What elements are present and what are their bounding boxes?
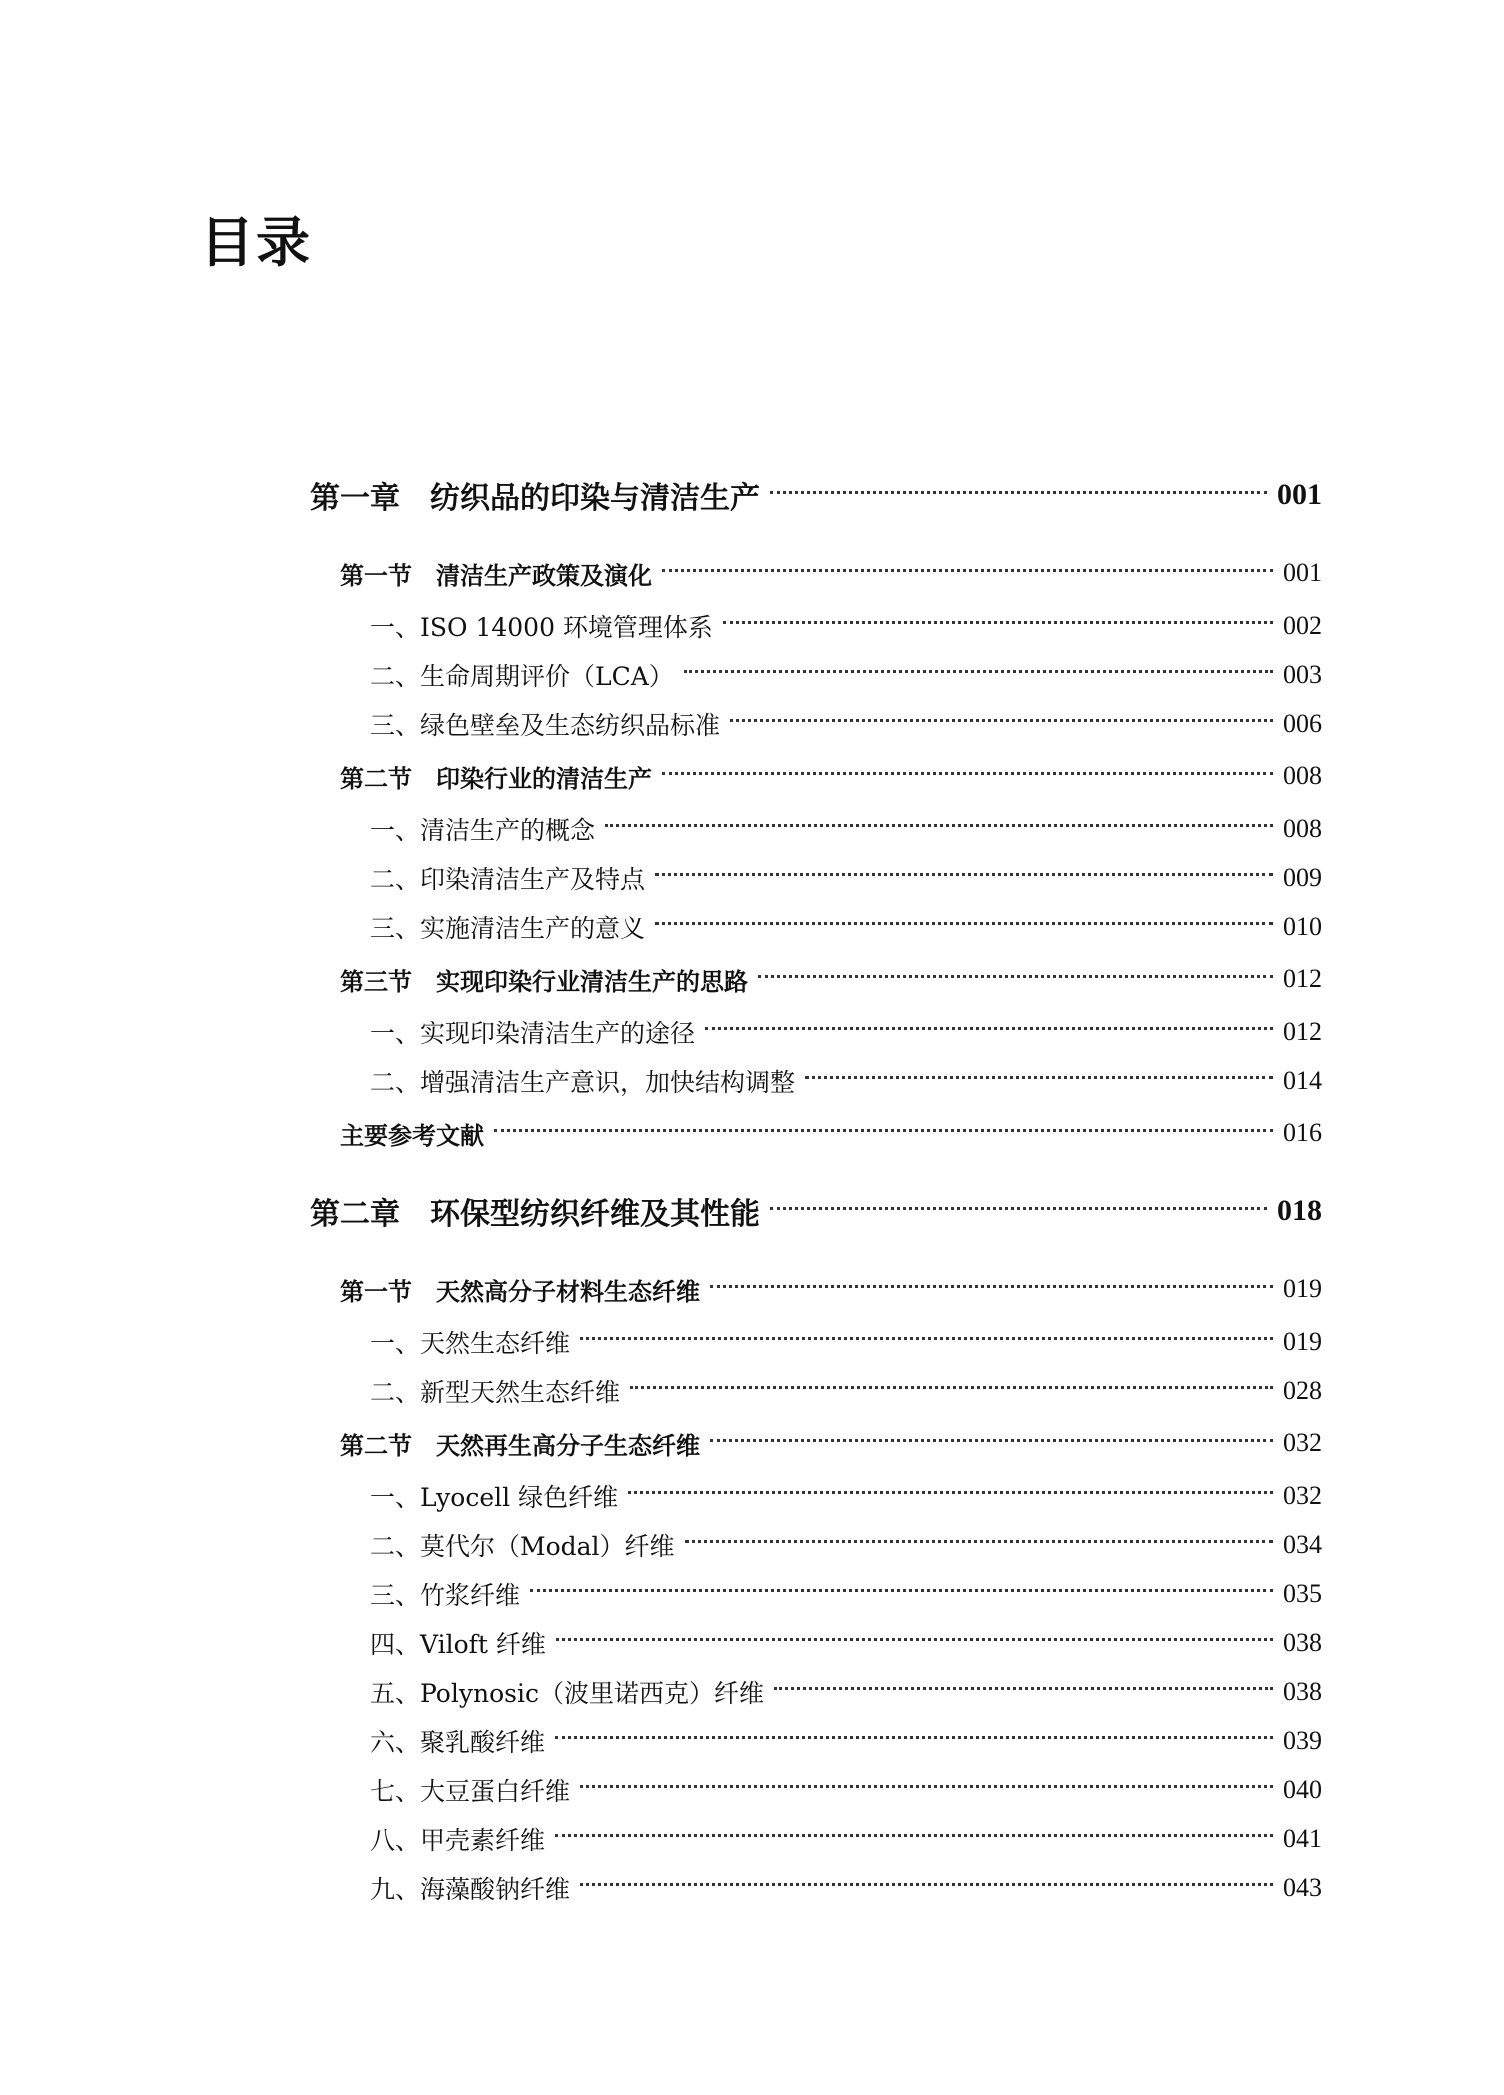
toc-page-number: 012 xyxy=(1283,1016,1322,1046)
dot-leader xyxy=(580,1337,1273,1340)
toc-page-number: 034 xyxy=(1283,1529,1322,1559)
toc-page-number: 019 xyxy=(1283,1326,1322,1356)
toc-page-number: 032 xyxy=(1283,1480,1322,1510)
toc-page-number: 019 xyxy=(1283,1274,1322,1303)
dot-leader xyxy=(685,1540,1273,1543)
dot-leader xyxy=(580,1883,1273,1886)
toc-row-section[interactable] xyxy=(310,545,1322,601)
toc-row-item[interactable] xyxy=(310,1317,1322,1366)
toc-label: 第一节 清洁生产政策及演化 xyxy=(340,556,662,591)
toc-page-number: 008 xyxy=(1283,813,1322,843)
toc-row-section[interactable] xyxy=(310,1261,1322,1317)
toc-row-item[interactable] xyxy=(310,699,1322,748)
toc-label: 八、甲壳素纤维 xyxy=(370,1821,555,1857)
toc-label: 第二章 环保型纺织纤维及其性能 xyxy=(310,1189,770,1233)
toc-label: 三、实施清洁生产的意义 xyxy=(370,909,655,945)
toc-page-number: 028 xyxy=(1283,1375,1322,1405)
toc-row-item[interactable] xyxy=(310,1863,1322,1912)
dot-leader xyxy=(710,1439,1273,1442)
dot-leader xyxy=(662,569,1273,572)
toc-label: 三、竹浆纤维 xyxy=(370,1576,530,1612)
dot-leader xyxy=(770,1207,1267,1210)
toc-page-number: 012 xyxy=(1283,964,1322,993)
toc-row-item[interactable] xyxy=(310,1471,1322,1520)
dot-leader xyxy=(684,670,1273,673)
toc-row-item[interactable] xyxy=(310,1056,1322,1105)
toc-row-section[interactable] xyxy=(310,748,1322,804)
toc-row-item[interactable] xyxy=(310,1618,1322,1667)
toc-label: 第一章 纺织品的印染与清洁生产 xyxy=(310,473,770,517)
toc-page-number: 009 xyxy=(1283,862,1322,892)
toc-page-number: 038 xyxy=(1283,1676,1322,1706)
toc-label: 二、生命周期评价（LCA） xyxy=(370,657,684,693)
toc-row-item[interactable] xyxy=(310,853,1322,902)
toc-label: 二、莫代尔（Modal）纤维 xyxy=(370,1527,685,1563)
dot-leader xyxy=(805,1076,1273,1079)
toc-row-item[interactable] xyxy=(310,1667,1322,1716)
toc-row-chapter[interactable] xyxy=(310,1171,1322,1251)
toc-page-number: 041 xyxy=(1283,1823,1322,1853)
dot-leader xyxy=(710,1285,1273,1288)
dot-leader xyxy=(628,1491,1273,1494)
toc-page-number: 002 xyxy=(1283,610,1322,640)
toc-page-number: 018 xyxy=(1277,1194,1322,1227)
dot-leader xyxy=(655,873,1273,876)
toc-page-number: 043 xyxy=(1283,1872,1322,1902)
toc-page-number: 040 xyxy=(1283,1774,1322,1804)
toc-row-item[interactable] xyxy=(310,1814,1322,1863)
dot-leader xyxy=(705,1027,1273,1030)
toc-label: 一、天然生态纤维 xyxy=(370,1324,580,1360)
page-title: 目录 xyxy=(200,211,312,274)
dot-leader xyxy=(723,621,1273,624)
toc-row-item[interactable] xyxy=(310,804,1322,853)
dot-leader xyxy=(556,1638,1273,1641)
toc-label: 第二节 天然再生高分子生态纤维 xyxy=(340,1426,710,1461)
toc-label: 六、聚乳酸纤维 xyxy=(370,1723,555,1759)
dot-leader xyxy=(630,1386,1273,1389)
dot-leader xyxy=(530,1589,1273,1592)
toc-row-item[interactable] xyxy=(310,650,1322,699)
toc-label: 第三节 实现印染行业清洁生产的思路 xyxy=(340,962,758,997)
toc-row-section[interactable] xyxy=(310,1105,1322,1161)
toc-label: 一、Lyocell 绿色纤维 xyxy=(370,1478,628,1514)
toc-label: 三、绿色壁垒及生态纺织品标准 xyxy=(370,706,730,742)
toc-row-item[interactable] xyxy=(310,902,1322,951)
toc-row-item[interactable] xyxy=(310,1765,1322,1814)
dot-leader xyxy=(730,719,1273,722)
dot-leader xyxy=(580,1785,1273,1788)
dot-leader xyxy=(758,975,1273,978)
toc-row-item[interactable] xyxy=(310,1007,1322,1056)
toc-page-number: 003 xyxy=(1283,659,1322,689)
toc-page-number: 014 xyxy=(1283,1065,1322,1095)
dot-leader xyxy=(555,1736,1273,1739)
toc-label: 第二节 印染行业的清洁生产 xyxy=(340,759,662,794)
toc-page-number: 006 xyxy=(1283,708,1322,738)
toc-page-number: 032 xyxy=(1283,1428,1322,1457)
toc-page-number: 001 xyxy=(1277,478,1322,511)
toc-page-number: 010 xyxy=(1283,911,1322,941)
toc-label: 二、新型天然生态纤维 xyxy=(370,1373,630,1409)
toc-label: 主要参考文献 xyxy=(340,1116,494,1151)
toc-label: 第一节 天然高分子材料生态纤维 xyxy=(340,1272,710,1307)
toc-label: 七、大豆蛋白纤维 xyxy=(370,1772,580,1808)
toc-page-number: 039 xyxy=(1283,1725,1322,1755)
toc-page-number: 016 xyxy=(1283,1118,1322,1147)
dot-leader xyxy=(770,491,1267,494)
dot-leader xyxy=(662,772,1273,775)
dot-leader xyxy=(774,1687,1273,1690)
toc-label: 二、增强清洁生产意识，加快结构调整 xyxy=(370,1063,805,1099)
toc-row-item[interactable] xyxy=(310,1569,1322,1618)
toc-row-section[interactable] xyxy=(310,951,1322,1007)
toc-row-chapter[interactable] xyxy=(310,455,1322,535)
dot-leader xyxy=(494,1129,1273,1132)
toc-label: 一、实现印染清洁生产的途径 xyxy=(370,1014,705,1050)
toc-row-section[interactable] xyxy=(310,1415,1322,1471)
dot-leader xyxy=(655,922,1273,925)
toc-row-item[interactable] xyxy=(310,1366,1322,1415)
toc-label: 四、Viloft 纤维 xyxy=(370,1625,556,1661)
toc-row-item[interactable] xyxy=(310,1716,1322,1765)
toc-label: 五、Polynosic（波里诺西克）纤维 xyxy=(370,1674,774,1710)
toc-page-number: 008 xyxy=(1283,761,1322,790)
toc-page-number: 001 xyxy=(1283,558,1322,587)
toc-label: 九、海藻酸钠纤维 xyxy=(370,1870,580,1906)
toc-page-number: 038 xyxy=(1283,1627,1322,1657)
dot-leader xyxy=(605,824,1273,827)
toc-label: 二、印染清洁生产及特点 xyxy=(370,860,655,896)
dot-leader xyxy=(555,1834,1273,1837)
toc-row-item[interactable] xyxy=(310,1520,1322,1569)
toc-label: 一、ISO 14000 环境管理体系 xyxy=(370,608,723,644)
toc-label: 一、清洁生产的概念 xyxy=(370,811,605,847)
toc-row-item[interactable] xyxy=(310,601,1322,650)
table-of-contents xyxy=(310,455,1322,1912)
toc-page-number: 035 xyxy=(1283,1578,1322,1608)
